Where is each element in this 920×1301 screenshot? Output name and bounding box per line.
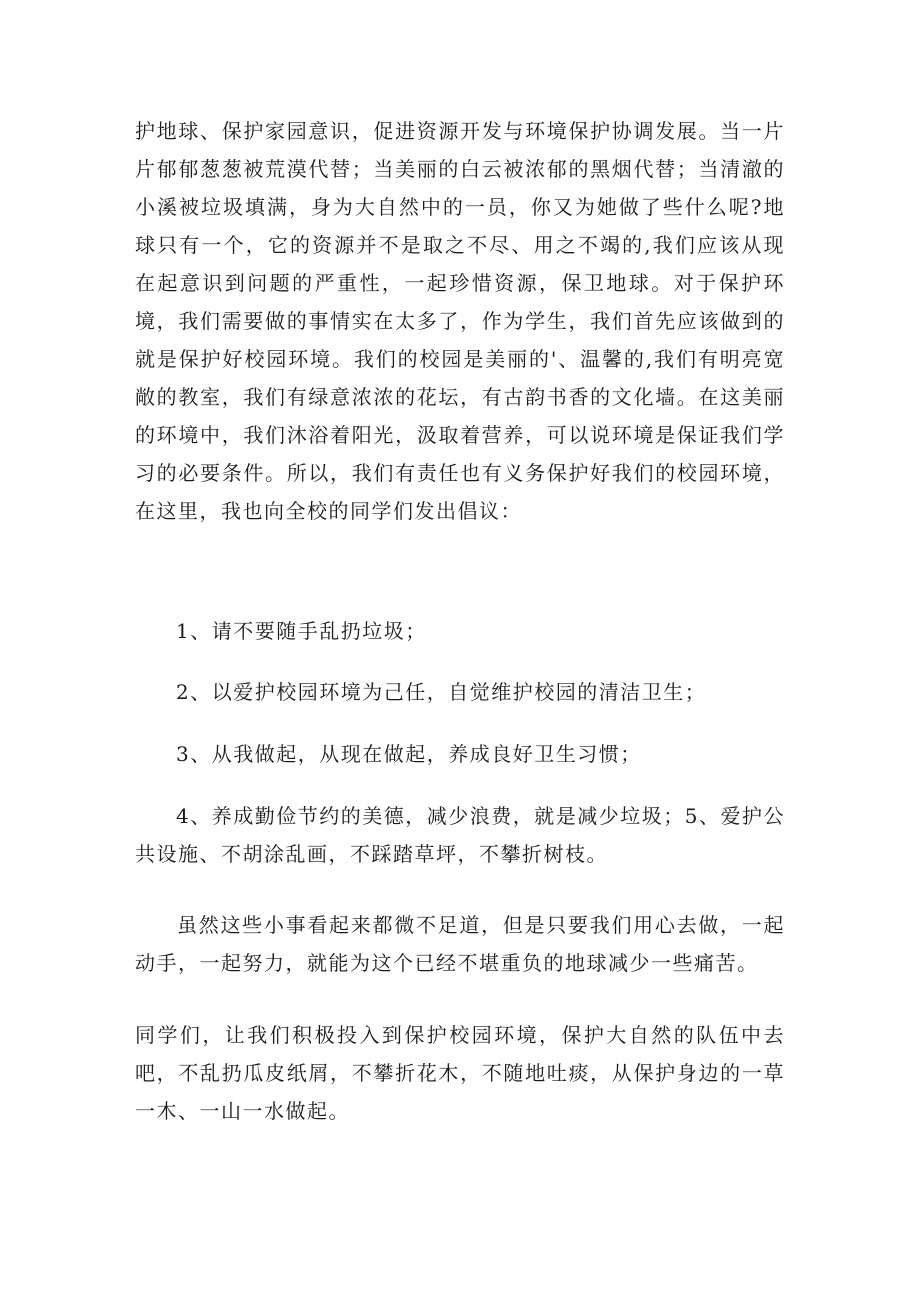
body-paragraph-effort: 虽然这些小事看起来都微不足道，但是只要我们用心去做，一起动手，一起努力，就能为这个已经不堪重负的地球减少一些痛苦。 [135,913,785,975]
proposal-item-1: 1、请不要随手乱扔垃圾； [176,619,427,643]
proposal-item-4-5: 4、养成勤俭节约的美德，减少浪费，就是减少垃圾；5、爱护公共设施、不胡涂乱画，不踩踏草坪，不攀折树枝。 [135,804,785,866]
body-paragraph-intro: 护地球、保护家园意识，促进资源开发与环境保护协调发展。当一片片郁郁葱葱被荒漠代替；当美丽的白云被浓郁的黑烟代替；当清澈的小溪被垃圾填满，身为大自然中的一员，你又为她做了些什么呢?地球只有一个，它的资源并不是取之不尽、用之不竭的,我们应该从现在起意识到问题的严重性，一起珍惜资源，保卫地球。对于保护环境，我们需要做的事情实在太多了，作为学生，我们首先应该做到的就是保护好校园环境。我们的校园是美丽的'、温馨的,我们有明亮宽敞的教室，我们有绿意浓浓的花坛，有古韵书香的文化墙。在这美丽的环境中，我们沐浴着阳光，汲取着营养，可以说环境是保证我们学习的必要条件。所以，我们有责任也有义务保护好我们的校园环境，在这里，我也向全校的同学们发出倡议： [135,119,785,523]
proposal-item-3: 3、从我做起，从现在做起，养成良好卫生习惯； [176,742,642,766]
body-paragraph-call-to-action: 同学们，让我们积极投入到保护校园环境，保护大自然的队伍中去吧，不乱扔瓜皮纸屑，不攀折花木，不随地吐痰，从保护身边的一草一木、一山一水做起。 [135,1023,785,1123]
proposal-item-2: 2、以爱护校园环境为己任，自觉维护校园的清洁卫生； [176,680,707,704]
